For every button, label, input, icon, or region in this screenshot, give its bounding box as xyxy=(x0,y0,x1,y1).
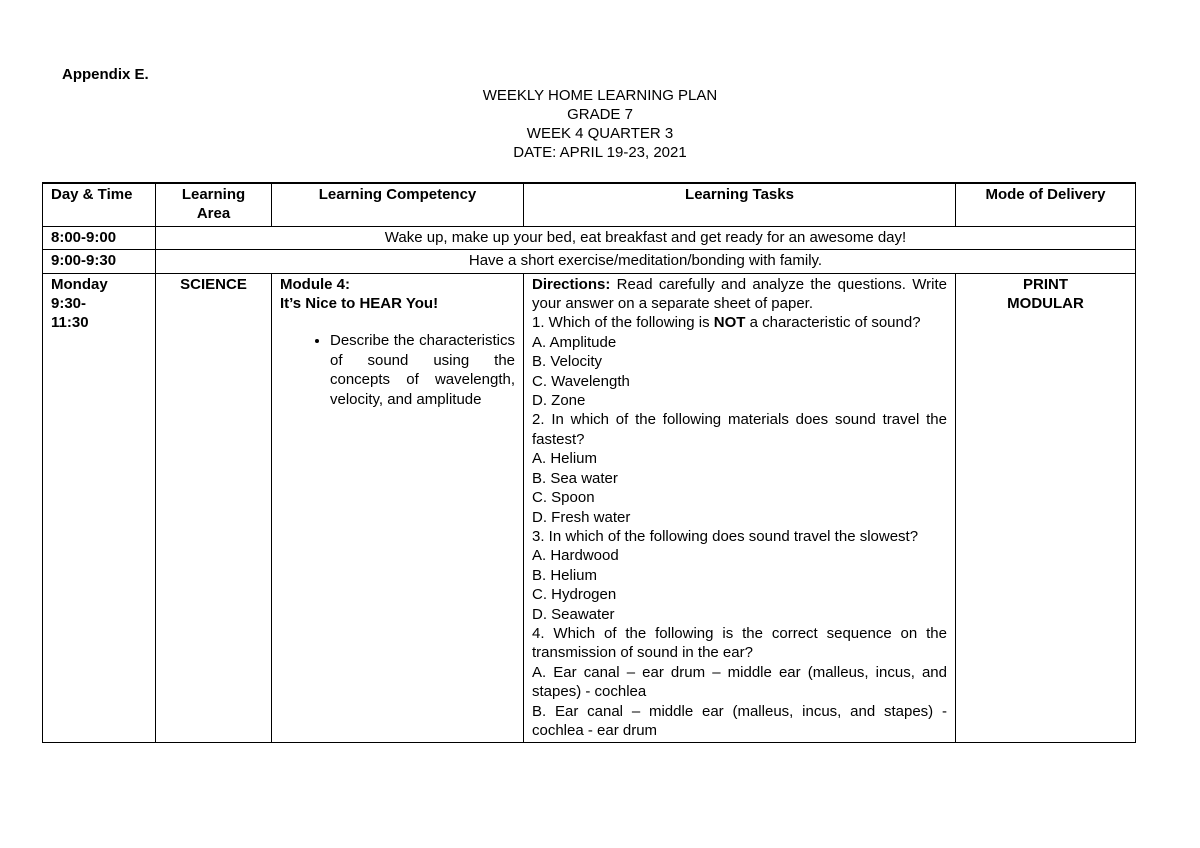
option: C. Hydrogen xyxy=(532,586,617,604)
question-text: 1. Which of the following is xyxy=(532,314,714,332)
learning-tasks-cell xyxy=(524,273,956,743)
question-4: 4. Which of the following is the correct sequence on the transmission of sound in the ear? xyxy=(532,624,947,662)
option: A. Helium xyxy=(532,450,598,468)
plan-heading xyxy=(0,86,1200,162)
day-name: Monday xyxy=(51,275,108,293)
table-row xyxy=(43,250,1136,273)
delivery-cell xyxy=(956,273,1136,743)
option: A. Amplitude xyxy=(532,333,617,351)
option: C. Spoon xyxy=(532,489,595,507)
table-header-row xyxy=(43,183,1136,226)
directions-text: Read carefully and analyze the questions. Write your answer on a separate sheet of paper. xyxy=(532,275,947,313)
option: B. Sea water xyxy=(532,469,618,487)
routine-activity: Wake up, make up your bed, eat breakfast and get ready for an awesome day! xyxy=(156,226,1136,249)
routine-time: 8:00-9:00 xyxy=(43,226,156,249)
option: C. Wavelength xyxy=(532,372,630,390)
routine-activity: Have a short exercise/meditation/bonding with family. xyxy=(156,250,1136,273)
heading-title: WEEKLY HOME LEARNING PLAN xyxy=(482,87,718,104)
heading-date: DATE: APRIL 19-23, 2021 xyxy=(513,144,687,161)
question-text: a characteristic of sound? xyxy=(745,314,921,332)
heading-grade: GRADE 7 xyxy=(567,106,633,123)
appendix-label: Appendix E. xyxy=(62,66,149,83)
module-title: Module 4: xyxy=(280,275,350,293)
option: B. Ear canal – middle ear (malleus, incus, and stapes) - cochlea - ear drum xyxy=(532,702,947,739)
col-header-day-time: Day & Time xyxy=(43,183,156,226)
learning-plan-table xyxy=(42,182,1136,743)
col-header-learning-area: Learning Area xyxy=(156,183,272,226)
option: D. Seawater xyxy=(532,605,615,623)
option: B. Velocity xyxy=(532,353,603,371)
time-start: 9:30- xyxy=(51,295,87,313)
question-2: 2. In which of the following materials does sound travel the fastest? xyxy=(532,411,947,448)
delivery-line: PRINT xyxy=(1023,275,1068,293)
col-header-delivery: Mode of Delivery xyxy=(956,183,1136,226)
competency-cell xyxy=(272,273,524,743)
option: A. Hardwood xyxy=(532,547,619,565)
day-time-cell xyxy=(43,273,156,743)
question-emphasis: NOT xyxy=(713,314,746,332)
competency-item: • Describe the characteristics of sound using the concepts of wavelength, velocity, and amplitude xyxy=(330,331,515,409)
directions xyxy=(532,275,947,314)
question-1 xyxy=(532,313,947,332)
module-subtitle: It’s Nice to HEAR You! xyxy=(280,295,439,313)
time-end: 11:30 xyxy=(51,314,89,332)
col-header-competency: Learning Competency xyxy=(272,183,524,226)
delivery-line: MODULAR xyxy=(1007,295,1084,313)
routine-time: 9:00-9:30 xyxy=(43,250,156,273)
directions-label: Directions: xyxy=(532,275,611,293)
table-row xyxy=(43,273,1136,743)
learning-area-cell: SCIENCE xyxy=(156,273,272,743)
heading-week: WEEK 4 QUARTER 3 xyxy=(526,125,674,142)
option: D. Zone xyxy=(532,392,586,410)
option: D. Fresh water xyxy=(532,508,631,526)
competency-list xyxy=(280,331,515,409)
question-3: 3. In which of the following does sound travel the slowest? xyxy=(532,527,919,545)
option: A. Ear canal – ear drum – middle ear (malleus, incus, and stapes) - cochlea xyxy=(532,663,947,701)
col-header-tasks: Learning Tasks xyxy=(524,183,956,226)
option: B. Helium xyxy=(532,566,598,584)
table-row xyxy=(43,226,1136,249)
